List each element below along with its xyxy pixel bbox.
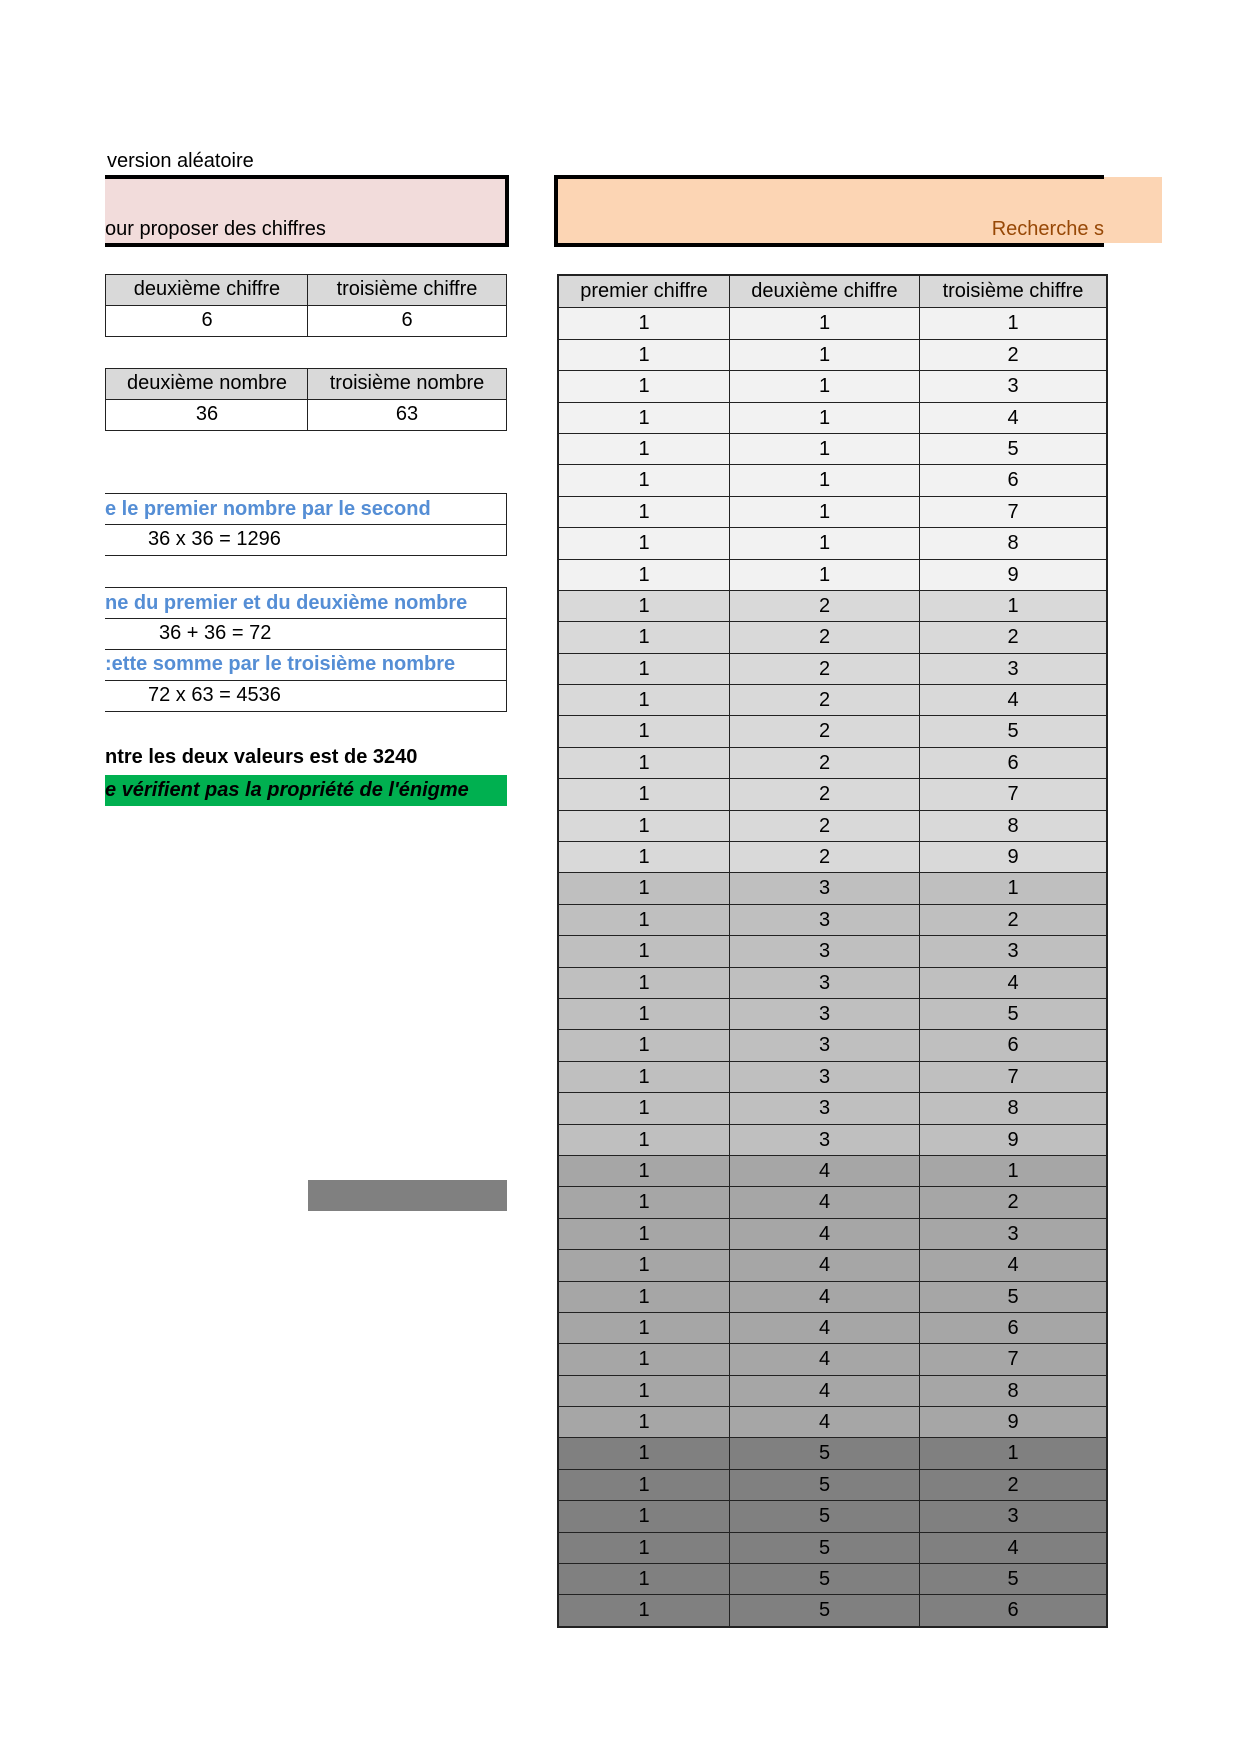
table-cell: 1	[638, 877, 650, 900]
table-cell: 2	[729, 779, 919, 809]
table-row	[559, 715, 1106, 746]
search-panel	[554, 175, 1104, 247]
table-row	[559, 1500, 1106, 1531]
table-cell: 1	[638, 940, 650, 963]
table-cell: 8	[919, 1093, 1106, 1123]
table-cell: 1	[638, 1505, 650, 1528]
table-cell: 1	[638, 657, 650, 680]
table-row	[559, 1469, 1106, 1500]
table-cell: 1	[638, 1222, 650, 1245]
table-cell: 2	[729, 748, 919, 778]
header-deuxieme-nombre: deuxième nombre	[105, 368, 309, 400]
table-cell: 9	[919, 1407, 1106, 1437]
table-row	[559, 1437, 1106, 1468]
difference-text: ntre les deux valeurs est de 3240	[105, 746, 418, 768]
table-cell: 1	[638, 1411, 650, 1434]
table-cell: 5	[919, 434, 1106, 464]
header-premier-chiffre: premier chiffre	[580, 280, 708, 302]
table-cell: 3	[729, 968, 919, 998]
table-cell: 2	[919, 340, 1106, 370]
table-cell: 4	[919, 1533, 1106, 1563]
table-cell: 4	[729, 1282, 919, 1312]
table-row	[559, 1061, 1106, 1092]
table-cell: 1	[638, 783, 650, 806]
table-row	[559, 307, 1106, 338]
table-row	[559, 810, 1106, 841]
header-troisieme-chiffre: troisième chiffre	[919, 276, 1106, 307]
table-cell: 3	[729, 936, 919, 966]
table-row	[559, 1532, 1106, 1563]
table-cell: 4	[729, 1187, 919, 1217]
table-cell: 2	[919, 1187, 1106, 1217]
table-cell: 2	[729, 811, 919, 841]
table-cell: 3	[919, 654, 1106, 684]
table-cell: 1	[638, 594, 650, 617]
table-row	[559, 402, 1106, 433]
table-cell: 1	[638, 1191, 650, 1214]
table-row	[559, 1249, 1106, 1280]
table-cell: 2	[919, 622, 1106, 652]
table-row	[559, 590, 1106, 621]
table-cell: 1	[729, 308, 919, 338]
table-cell: 9	[919, 560, 1106, 590]
table-cell: 1	[638, 1599, 650, 1622]
table-cell: 8	[919, 811, 1106, 841]
value-troisieme-nombre: 63	[307, 399, 507, 431]
verdict-text: e vérifient pas la propriété de l'énigme	[105, 779, 469, 801]
table-cell: 1	[638, 312, 650, 335]
table-row	[559, 1343, 1106, 1374]
table-row	[559, 1406, 1106, 1437]
table-cell: 1	[638, 1065, 650, 1088]
table-cell: 3	[729, 1093, 919, 1123]
table-cell: 3	[729, 1125, 919, 1155]
table-cell: 4	[729, 1250, 919, 1280]
table-cell: 1	[638, 751, 650, 774]
search-table	[557, 274, 1108, 1628]
table-cell: 4	[919, 403, 1106, 433]
table-cell: 4	[729, 1407, 919, 1437]
table-row	[559, 464, 1106, 495]
table-cell: 1	[638, 1316, 650, 1339]
table-cell: 2	[729, 654, 919, 684]
search-table-header	[559, 276, 1106, 307]
table-row	[559, 527, 1106, 558]
table-row	[559, 1155, 1106, 1186]
table-cell: 2	[919, 905, 1106, 935]
table-cell: 1	[638, 1128, 650, 1151]
table-cell: 3	[729, 1030, 919, 1060]
table-cell: 9	[919, 842, 1106, 872]
header-troisieme-chiffre: troisième chiffre	[307, 274, 507, 306]
table-cell: 1	[638, 689, 650, 712]
value-deuxieme-nombre: 36	[105, 399, 309, 431]
table-cell: 6	[919, 748, 1106, 778]
table-cell: 8	[919, 1376, 1106, 1406]
table-cell: 3	[919, 371, 1106, 401]
table-cell: 1	[638, 846, 650, 869]
table-cell: 1	[638, 406, 650, 429]
table-row	[559, 841, 1106, 872]
table-cell: 1	[638, 563, 650, 586]
input-deuxieme-chiffre[interactable]: 6	[105, 305, 309, 337]
step3-value: 72 x 63 = 4536	[105, 680, 507, 712]
table-cell: 5	[729, 1501, 919, 1531]
table-cell: 1	[919, 873, 1106, 903]
table-row	[559, 496, 1106, 527]
table-cell: 5	[729, 1470, 919, 1500]
step3-label: :ette somme par le troisième nombre	[105, 649, 507, 681]
table-cell: 3	[919, 936, 1106, 966]
table-cell: 7	[919, 497, 1106, 527]
verdict-banner	[105, 775, 507, 806]
table-cell: 1	[638, 1097, 650, 1120]
table-cell: 6	[919, 1030, 1106, 1060]
table-row	[559, 1124, 1106, 1155]
table-cell: 4	[919, 1250, 1106, 1280]
table-cell: 1	[638, 343, 650, 366]
table-cell: 6	[919, 1313, 1106, 1343]
table-cell: 7	[919, 779, 1106, 809]
table-cell: 1	[729, 340, 919, 370]
table-row	[559, 935, 1106, 966]
table-cell: 1	[638, 814, 650, 837]
table-cell: 1	[638, 500, 650, 523]
table-cell: 6	[919, 465, 1106, 495]
header-deuxieme-chiffre: deuxième chiffre	[105, 274, 309, 306]
table-cell: 5	[919, 716, 1106, 746]
table-cell: 1	[638, 1034, 650, 1057]
table-cell: 4	[919, 685, 1106, 715]
table-cell: 2	[729, 685, 919, 715]
table-row	[559, 998, 1106, 1029]
table-cell: 3	[729, 905, 919, 935]
random-panel-label: our proposer des chiffres	[105, 218, 326, 240]
table-cell: 1	[729, 560, 919, 590]
table-row	[559, 1375, 1106, 1406]
table-cell: 1	[638, 720, 650, 743]
step2-label: ne du premier et du deuxième nombre	[105, 587, 507, 619]
table-row	[559, 904, 1106, 935]
table-cell: 1	[919, 1156, 1106, 1186]
table-row	[559, 872, 1106, 903]
table-cell: 3	[729, 873, 919, 903]
table-cell: 5	[919, 1282, 1106, 1312]
table-cell: 1	[638, 626, 650, 649]
table-row	[559, 1029, 1106, 1060]
table-cell: 1	[638, 375, 650, 398]
table-cell: 1	[638, 1379, 650, 1402]
table-cell: 1	[638, 908, 650, 931]
step1-label: e le premier nombre par le second	[105, 493, 507, 525]
table-cell: 1	[638, 1442, 650, 1465]
table-row	[559, 621, 1106, 652]
table-row	[559, 1092, 1106, 1123]
table-cell: 1	[638, 469, 650, 492]
table-row	[559, 1186, 1106, 1217]
table-cell: 5	[729, 1438, 919, 1468]
table-cell: 2	[919, 1470, 1106, 1500]
header-deuxieme-chiffre: deuxième chiffre	[729, 276, 919, 307]
search-panel-label: Recherche s	[991, 218, 1104, 240]
table-row	[559, 1281, 1106, 1312]
table-cell: 1	[729, 434, 919, 464]
table-cell: 1	[729, 528, 919, 558]
step1-value: 36 x 36 = 1296	[105, 524, 507, 556]
table-cell: 1	[638, 1254, 650, 1277]
table-cell: 5	[729, 1595, 919, 1625]
table-cell: 2	[729, 622, 919, 652]
search-panel-overflow	[1100, 177, 1162, 243]
table-cell: 6	[919, 1595, 1106, 1625]
table-cell: 1	[729, 465, 919, 495]
table-cell: 1	[638, 437, 650, 460]
table-cell: 5	[919, 1564, 1106, 1594]
table-row	[559, 967, 1106, 998]
table-row	[559, 1312, 1106, 1343]
table-row	[559, 1594, 1106, 1625]
table-cell: 1	[638, 1348, 650, 1371]
table-row	[559, 339, 1106, 370]
table-cell: 3	[729, 999, 919, 1029]
table-cell: 3	[729, 1062, 919, 1092]
table-cell: 7	[919, 1062, 1106, 1092]
table-cell: 5	[729, 1533, 919, 1563]
table-cell: 4	[729, 1313, 919, 1343]
table-cell: 1	[638, 1285, 650, 1308]
gray-button-bar[interactable]	[308, 1180, 507, 1211]
table-cell: 1	[638, 1536, 650, 1559]
table-cell: 2	[729, 591, 919, 621]
table-cell: 1	[638, 532, 650, 555]
table-cell: 5	[919, 999, 1106, 1029]
sheet-title: version aléatoire	[107, 150, 254, 172]
table-cell: 1	[638, 1568, 650, 1591]
table-cell: 1	[729, 371, 919, 401]
table-cell: 4	[729, 1219, 919, 1249]
table-row	[559, 684, 1106, 715]
table-row	[559, 370, 1106, 401]
table-cell: 5	[729, 1564, 919, 1594]
table-row	[559, 778, 1106, 809]
random-version-panel	[105, 175, 509, 247]
table-row	[559, 653, 1106, 684]
table-cell: 3	[919, 1501, 1106, 1531]
table-cell: 8	[919, 528, 1106, 558]
table-cell: 2	[729, 842, 919, 872]
table-cell: 1	[638, 1473, 650, 1496]
table-cell: 4	[729, 1376, 919, 1406]
table-row	[559, 747, 1106, 778]
table-cell: 1	[638, 1159, 650, 1182]
table-cell: 4	[729, 1344, 919, 1374]
input-troisieme-chiffre[interactable]: 6	[307, 305, 507, 337]
table-cell: 1	[919, 591, 1106, 621]
table-row	[559, 1563, 1106, 1594]
table-cell: 1	[919, 308, 1106, 338]
table-row	[559, 433, 1106, 464]
table-cell: 1	[638, 1002, 650, 1025]
table-cell: 1	[638, 971, 650, 994]
table-cell: 2	[729, 716, 919, 746]
table-cell: 7	[919, 1344, 1106, 1374]
table-cell: 1	[729, 497, 919, 527]
table-row	[559, 559, 1106, 590]
table-cell: 4	[729, 1156, 919, 1186]
table-cell: 9	[919, 1125, 1106, 1155]
header-troisieme-nombre: troisième nombre	[307, 368, 507, 400]
table-cell: 4	[919, 968, 1106, 998]
table-row	[559, 1218, 1106, 1249]
step2-value: 36 + 36 = 72	[105, 618, 507, 650]
table-cell: 1	[919, 1438, 1106, 1468]
table-cell: 3	[919, 1219, 1106, 1249]
table-cell: 1	[729, 403, 919, 433]
